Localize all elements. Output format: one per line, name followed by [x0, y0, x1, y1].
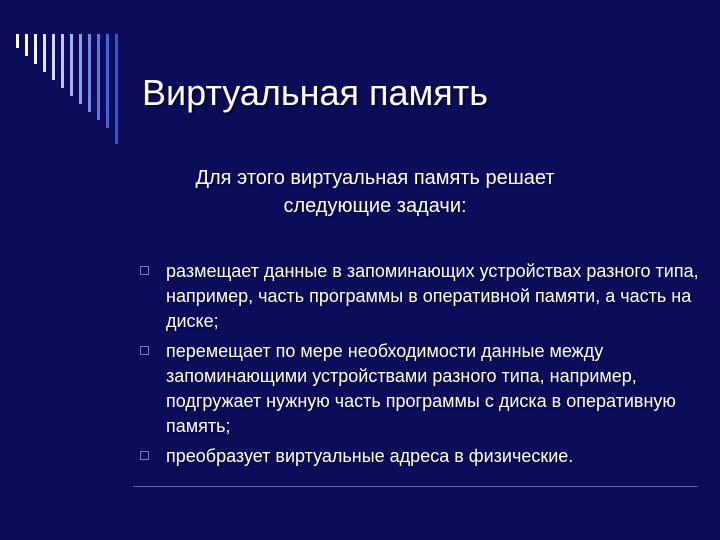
decor-bar	[52, 34, 55, 80]
square-bullet-icon	[140, 346, 149, 355]
decor-bar	[34, 34, 37, 64]
list-item-text: перемещает по мере необходимости данные между запоминающими устройствами разного типа, например, подгружает нужную часть программы с диска в оперативную память;	[166, 341, 676, 436]
decor-bar	[79, 34, 82, 104]
decor-bar	[43, 34, 46, 72]
list-item	[140, 444, 700, 469]
square-bullet-icon	[140, 266, 149, 275]
square-bullet-icon	[140, 451, 149, 460]
slide-title: Виртуальная память	[142, 72, 489, 113]
decor-bar	[97, 34, 100, 120]
decor-bar	[16, 34, 19, 48]
slide-intro: Для этого виртуальная память решает следующие задачи:	[195, 167, 555, 217]
list-item	[140, 259, 700, 334]
list-item-text: размещает данные в запоминающих устройствах разного типа, например, часть программы в оперативной памяти, а часть на диске;	[166, 261, 699, 331]
decor-bar	[106, 34, 109, 128]
bullet-list	[140, 259, 700, 474]
list-item	[140, 339, 700, 439]
bottom-divider	[133, 486, 698, 487]
decor-bar	[25, 34, 28, 56]
decor-bar	[88, 34, 91, 112]
decorative-bars	[16, 34, 136, 144]
decor-bar	[115, 34, 118, 144]
list-item-text: преобразует виртуальные адреса в физические.	[166, 446, 574, 466]
decor-bar	[70, 34, 73, 96]
decor-bar	[61, 34, 64, 88]
